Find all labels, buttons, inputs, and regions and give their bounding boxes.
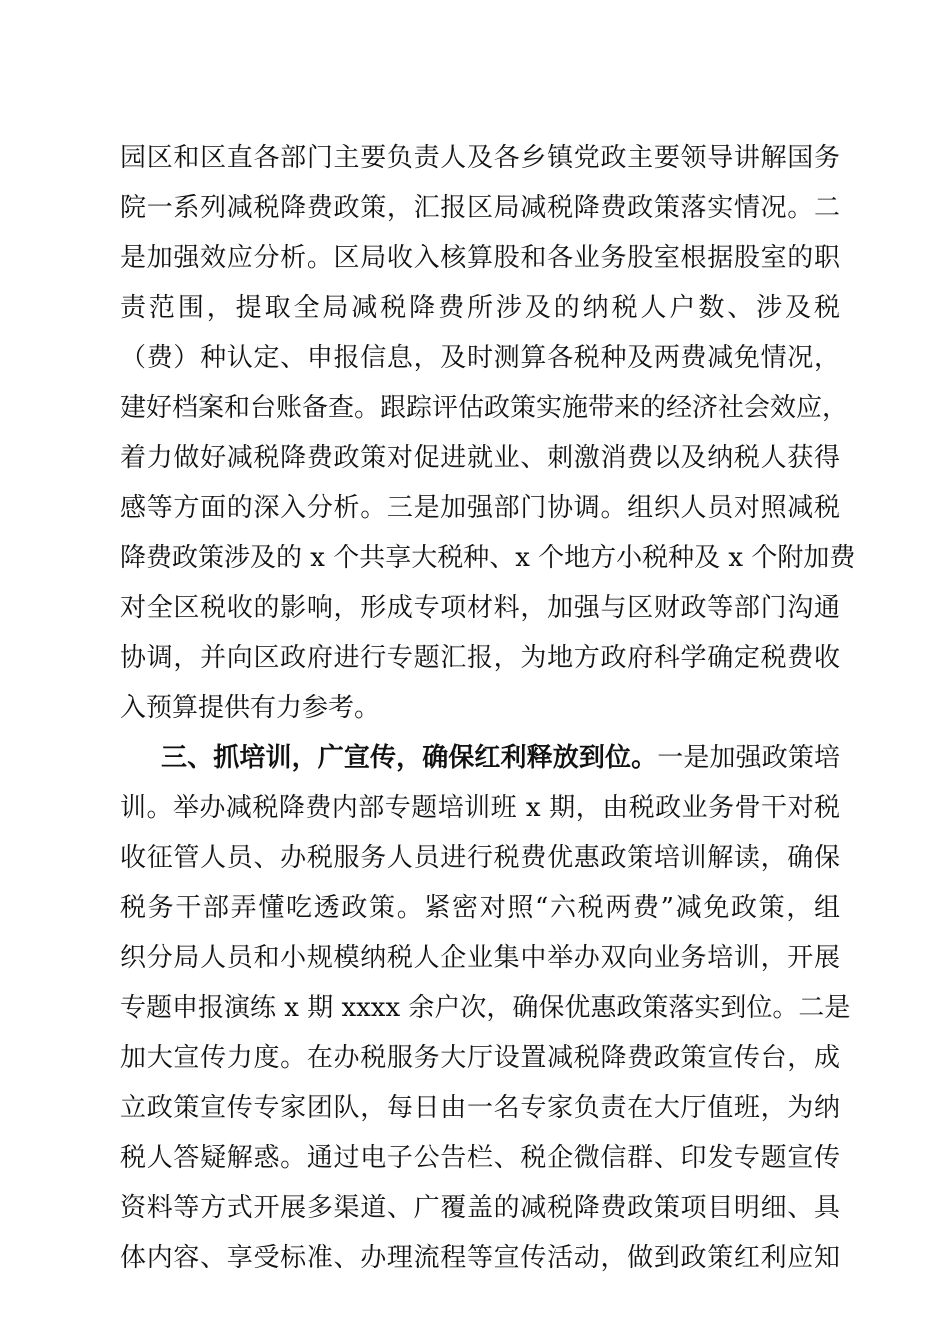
- paragraph-line: 对全区税收的影响，形成专项材料，加强与区财政等部门沟通: [120, 593, 840, 623]
- paragraph-line: 园区和区直各部门主要负责人及各乡镇党政主要领导讲解国务: [120, 143, 840, 173]
- section-heading: 三、抓培训，广宣传，确保红利释放到位。: [161, 743, 658, 773]
- paragraph-line: 感等方面的深入分析。三是加强部门协调。组织人员对照减税: [120, 493, 840, 523]
- paragraph-line: 税务干部弄懂吃透政策。紧密对照“六税两费”减免政策，组: [120, 893, 840, 923]
- paragraph-line: 立政策宣传专家团队，每日由一名专家负责在大厅值班，为纳: [120, 1093, 840, 1123]
- paragraph-line: 建好档案和台账备查。跟踪评估政策实施带来的经济社会效应，: [120, 393, 849, 423]
- paragraph-line: 体内容、享受标准、办理流程等宣传活动，做到政策红利应知: [120, 1243, 840, 1273]
- paragraph-line: （费）种认定、申报信息，及时测算各税种及两费减免情况，: [120, 343, 840, 373]
- paragraph-line: 责范围，提取全局减税降费所涉及的纳税人户数、涉及税: [120, 293, 840, 323]
- paragraph-line: 税人答疑解惑。通过电子公告栏、税企微信群、印发专题宣传: [120, 1143, 840, 1173]
- paragraph-line: 织分局人员和小规模纳税人企业集中举办双向业务培训，开展: [120, 943, 840, 973]
- paragraph-line: 院一系列减税降费政策，汇报区局减税降费政策落实情况。二: [120, 193, 840, 223]
- paragraph-line: 着力做好减税降费政策对促进就业、刺激消费以及纳税人获得: [120, 443, 840, 473]
- paragraph-line: 协调，并向区政府进行专题汇报，为地方政府科学确定税费收: [120, 643, 840, 673]
- section-heading-continuation: 一是加强政策培: [657, 743, 840, 773]
- paragraph-line: 入预算提供有力参考。: [120, 693, 381, 723]
- paragraph-line: 专题申报演练 x 期 xxxx 余户次，确保优惠政策落实到位。二是: [120, 993, 851, 1023]
- paragraph-line: 降费政策涉及的 x 个共享大税种、x 个地方小税种及 x 个附加费: [120, 543, 856, 573]
- paragraph-line: 训。举办减税降费内部专题培训班 x 期，由税政业务骨干对税: [120, 793, 840, 823]
- section-heading-line: [161, 738, 840, 778]
- paragraph-line: 是加强效应分析。区局收入核算股和各业务股室根据股室的职: [120, 243, 840, 273]
- paragraph-line: 资料等方式开展多渠道、广覆盖的减税降费政策项目明细、具: [120, 1193, 840, 1223]
- paragraph-line: 收征管人员、办税服务人员进行税费优惠政策培训解读，确保: [120, 843, 840, 873]
- paragraph-line: 加大宣传力度。在办税服务大厅设置减税降费政策宣传台，成: [120, 1043, 840, 1073]
